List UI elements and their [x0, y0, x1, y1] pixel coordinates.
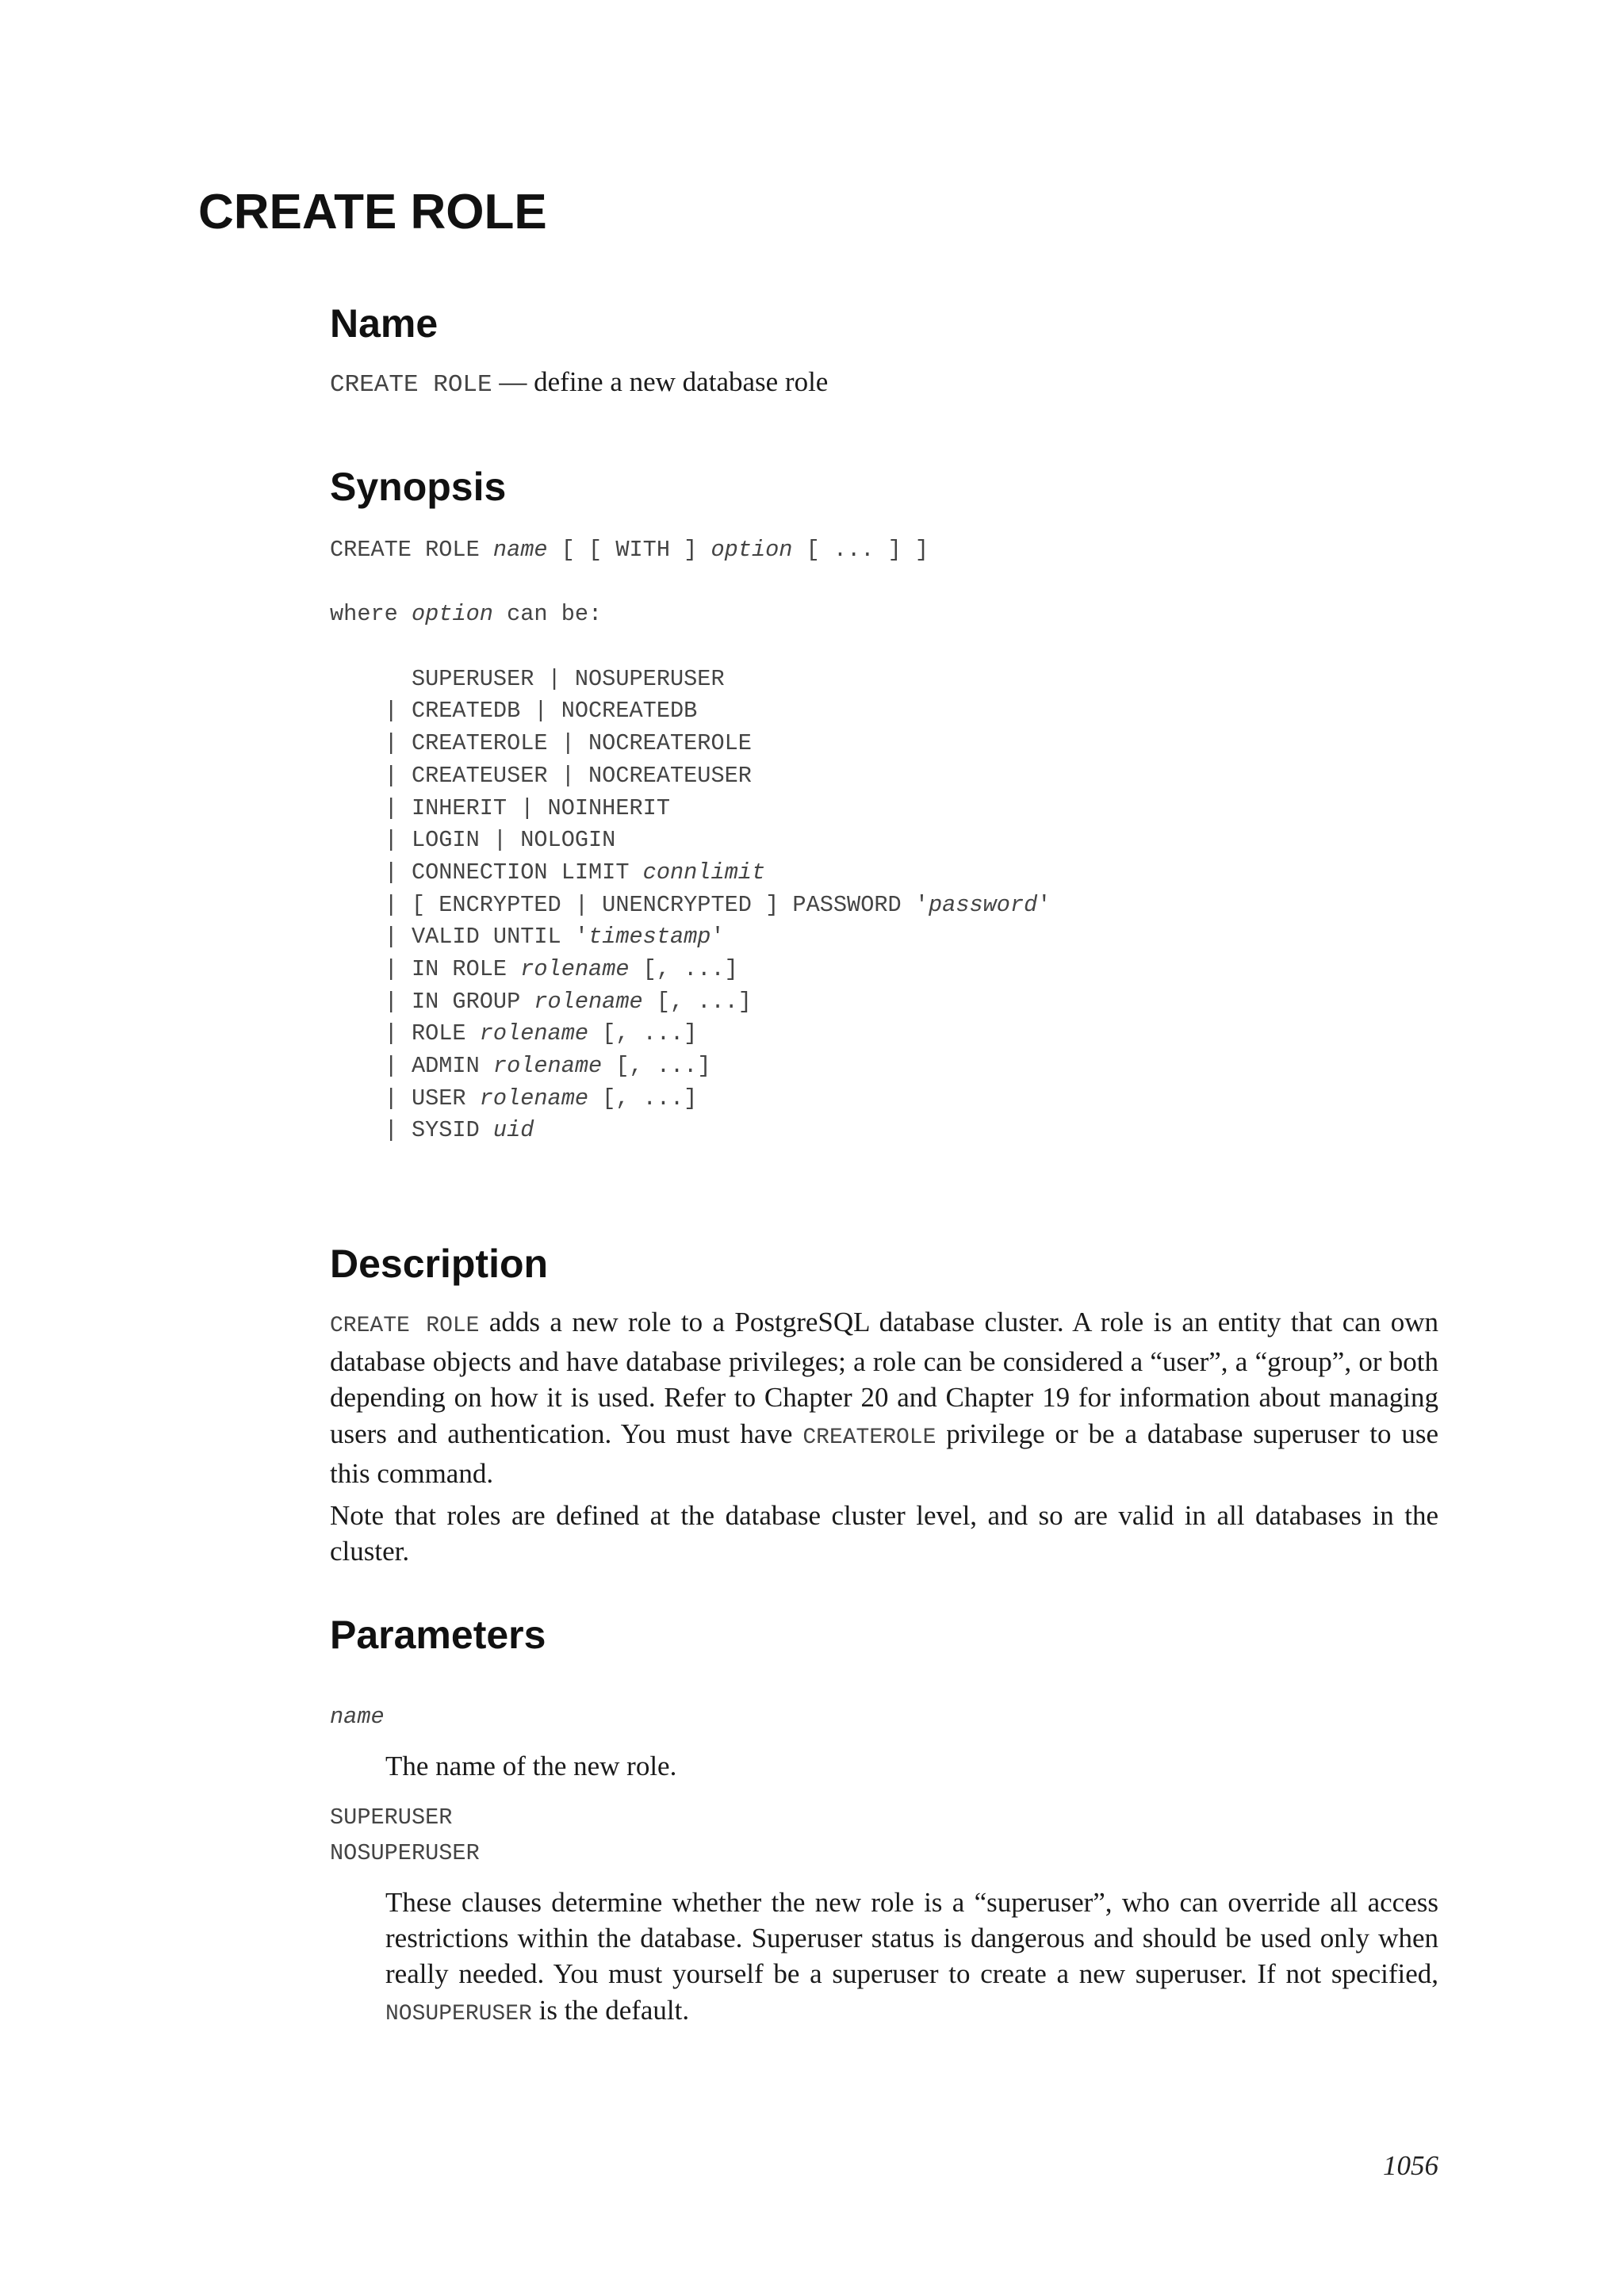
- superuser-def-text-b: is the default.: [531, 1994, 690, 2026]
- synopsis-text: | ROLE: [330, 1020, 480, 1047]
- synopsis-line: [330, 664, 1051, 696]
- synopsis-line: [330, 1115, 1051, 1147]
- synopsis-line: [330, 599, 1051, 631]
- synopsis-line: [330, 534, 1051, 567]
- synopsis-text: | LOGIN | NOLOGIN: [330, 827, 616, 854]
- synopsis-text: | IN GROUP: [330, 988, 534, 1015]
- synopsis-line: [330, 825, 1051, 857]
- synopsis-text: | CONNECTION LIMIT: [330, 859, 643, 886]
- param-term-name: name: [330, 1704, 385, 1730]
- synopsis-text: | VALID UNTIL ': [330, 924, 589, 951]
- synopsis-text: [, ...]: [629, 955, 738, 982]
- synopsis-placeholder: name: [492, 537, 548, 563]
- synopsis-text: | ADMIN: [330, 1053, 493, 1079]
- synopsis-text: can be:: [492, 601, 603, 628]
- synopsis-placeholder: rolename: [492, 1053, 603, 1079]
- superuser-def-text-a: These clauses determine whether the new role is a “superuser”, who can override all access restrictions within the database. Superuser status is dangerous and should be used only when really needed. You must yourself be a superuser to create a new superuser. If not specified,: [385, 1887, 1438, 1990]
- synopsis-line: [330, 728, 1051, 760]
- synopsis-text: | SYSID: [330, 1117, 493, 1144]
- synopsis-placeholder: option: [710, 537, 793, 563]
- synopsis-text: [ ... ] ]: [792, 537, 929, 563]
- description-paragraph: [330, 1304, 1438, 1491]
- synopsis-text: | CREATEDB | NOCREATEDB: [330, 698, 698, 725]
- synopsis-text: | [ ENCRYPTED | UNENCRYPTED ] PASSWORD ': [330, 891, 929, 918]
- description-heading: Description: [330, 1242, 549, 1286]
- synopsis-line: [330, 857, 1051, 890]
- synopsis-code-block: [330, 534, 1051, 1147]
- synopsis-line: [330, 631, 1051, 664]
- synopsis-line: [330, 986, 1051, 1019]
- inline-code-createrole: CREATEROLE: [802, 1425, 936, 1450]
- inline-code-nosuperuser: NOSUPERUSER: [385, 2001, 532, 2026]
- description-note: Note that roles are defined at the database cluster level, and so are valid in all databases in the cluster.: [330, 1500, 1438, 1567]
- synopsis-text: where: [330, 601, 412, 628]
- page-title: CREATE ROLE: [198, 185, 547, 239]
- synopsis-text: [, ...]: [588, 1020, 698, 1047]
- name-summary: [330, 363, 828, 404]
- param-def-name: The name of the new role.: [385, 1751, 677, 1781]
- synopsis-line: [330, 1018, 1051, 1050]
- param-term-nosuperuser: NOSUPERUSER: [330, 1840, 480, 1866]
- synopsis-text: | CREATEUSER | NOCREATEUSER: [330, 762, 752, 789]
- synopsis-line: [330, 567, 1051, 599]
- synopsis-line: [330, 921, 1051, 954]
- synopsis-line: [330, 793, 1051, 825]
- synopsis-text: ': [710, 924, 725, 951]
- synopsis-text: | IN ROLE: [330, 955, 521, 982]
- synopsis-placeholder: rolename: [479, 1085, 589, 1112]
- synopsis-line: [330, 1083, 1051, 1115]
- synopsis-placeholder: connlimit: [642, 859, 766, 886]
- synopsis-text: SUPERUSER | NOSUPERUSER: [330, 665, 725, 692]
- synopsis-placeholder: password: [929, 891, 1038, 918]
- param-def-superuser: [385, 1885, 1438, 2032]
- synopsis-line: [330, 1050, 1051, 1083]
- synopsis-line: [330, 695, 1051, 728]
- page-number: 1056: [1383, 2150, 1438, 2181]
- param-term-superuser: SUPERUSER: [330, 1804, 453, 1831]
- synopsis-text: [, ...]: [602, 1053, 711, 1079]
- synopsis-placeholder: rolename: [520, 955, 630, 982]
- synopsis-line: [330, 760, 1051, 793]
- synopsis-text: ': [1037, 891, 1051, 918]
- command-name: CREATE ROLE: [330, 371, 492, 399]
- synopsis-text: [ [ WITH ]: [547, 537, 711, 563]
- synopsis-text: [, ...]: [588, 1085, 698, 1112]
- synopsis-placeholder: rolename: [479, 1020, 589, 1047]
- synopsis-line: [330, 954, 1051, 986]
- synopsis-heading: Synopsis: [330, 465, 507, 509]
- synopsis-text: | USER: [330, 1085, 480, 1112]
- synopsis-placeholder: timestamp: [588, 924, 711, 951]
- synopsis-placeholder: option: [411, 601, 493, 628]
- parameters-heading: Parameters: [330, 1613, 546, 1657]
- synopsis-text: | INHERIT | NOINHERIT: [330, 794, 670, 821]
- command-summary: — define a new database role: [499, 366, 829, 397]
- synopsis-placeholder: rolename: [534, 988, 643, 1015]
- name-heading: Name: [330, 301, 439, 346]
- synopsis-text: [, ...]: [642, 988, 752, 1015]
- inline-code-create-role: CREATE ROLE: [330, 1314, 480, 1338]
- synopsis-text: CREATE ROLE: [330, 537, 493, 563]
- description-text-a: adds a new role to a PostgreSQL database cluster. A role is an entity that can own database objects and have database privileges; a role can be considered a “user”, a “group”, or both depending on how it is used. Refer to Chapter 20 and Chapter 19 for information about managing users and authentication. You must have: [330, 1307, 1438, 1449]
- synopsis-text: | CREATEROLE | NOCREATEROLE: [330, 730, 752, 757]
- description-text-b: privilege or be a database superuser to use this command.: [330, 1418, 1438, 1489]
- synopsis-line: [330, 890, 1051, 922]
- synopsis-placeholder: uid: [492, 1117, 534, 1144]
